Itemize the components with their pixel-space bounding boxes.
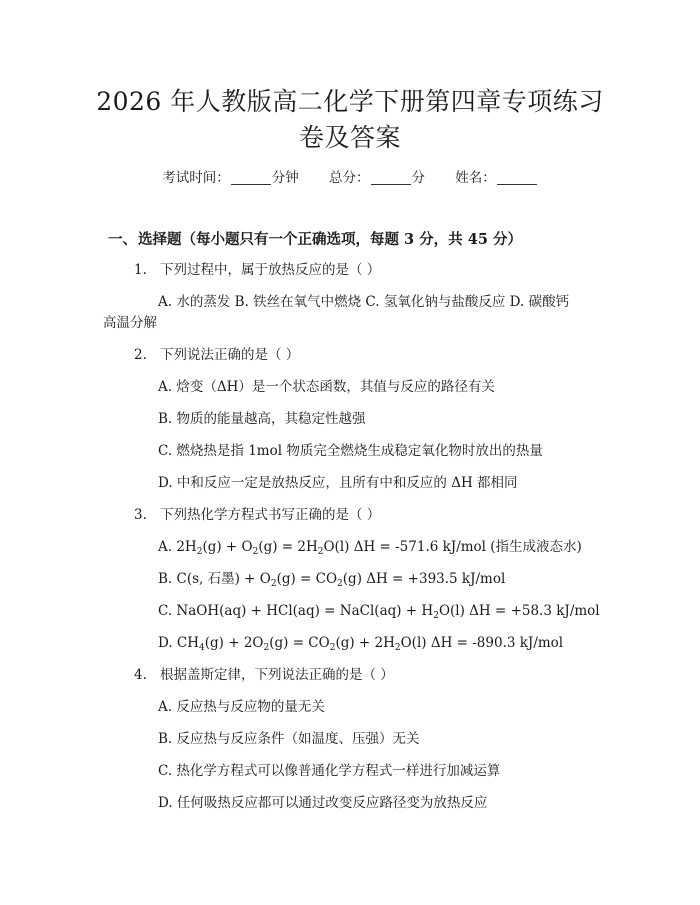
question-2-option-a: A. 焓变（ΔH）是一个状态函数，其值与反应的路径有关 — [158, 379, 495, 395]
student-name-blank[interactable] — [497, 170, 537, 185]
question-3-option-d: D. $CH_4(g) + 2O_2(g) = CO_2(g) + 2H_2O(l) \Delta H = -890.3$ kJ/mol — [158, 635, 564, 653]
question-2-number: 2. — [134, 347, 147, 363]
question-3-option-a: A. $2H_2(g) + O_2(g) = 2H_2O(l) \Delta H = -571.6$ kJ/mol (指生成液态水) — [158, 539, 582, 557]
question-3-number: 3. — [134, 507, 147, 523]
question-2-stem — [134, 346, 299, 364]
exam-time-field — [162, 169, 299, 187]
question-1-options-line-1: A. 水的蒸发 B. 铁丝在氧气中燃烧 C. 氢氧化钠与盐酸反应 D. 碳酸钙 — [158, 294, 570, 310]
question-4-option-a: A. 反应热与反应物的量无关 — [158, 699, 325, 715]
student-name-label: 姓名： — [455, 170, 496, 186]
question-4-option-c: C. 热化学方程式可以像普通化学方程式一样进行加减运算 — [158, 763, 501, 779]
exam-info-row — [0, 169, 700, 187]
question-3-option-b: B. C(s, 石墨) + $O_2(g) = CO_2(g) \Delta H = +393.5$ kJ/mol — [158, 571, 506, 589]
page-title-line-2: 卷及答案 — [298, 123, 401, 152]
question-3-stem — [134, 506, 380, 524]
total-score-blank[interactable] — [371, 170, 411, 185]
question-1-number: 1. — [134, 262, 147, 278]
question-2-option-d: D. 中和反应一定是放热反应，且所有中和反应的 ΔH 都相同 — [158, 475, 518, 491]
question-2-option-c: C. 燃烧热是指 1mol 物质完全燃烧生成稳定氧化物时放出的热量 — [158, 443, 543, 459]
question-2-option-b: B. 物质的能量越高，其稳定性越强 — [158, 411, 366, 427]
section-title: 选择题（每小题只有一个正确选项，每题 3 分，共 45 分） — [138, 231, 522, 248]
question-1-options-line-2: 高温分解 — [103, 315, 157, 331]
question-4-option-b: B. 反应热与反应条件（如温度、压强）无关 — [158, 731, 420, 747]
question-4-text: 根据盖斯定律，下列说法正确的是（ ） — [160, 667, 394, 683]
exam-time-blank[interactable] — [231, 170, 271, 185]
section-heading — [108, 230, 522, 250]
page-title-line-1: 2026 年人教版高二化学下册第四章专项练习 — [96, 87, 604, 116]
exam-time-label: 考试时间： — [162, 170, 230, 186]
section-number: 一、 — [108, 231, 137, 248]
question-3-option-c: C. NaOH(aq) + HCl(aq) = NaCl(aq) + $H_2O(l) \Delta H = +58.3$ kJ/mol — [158, 603, 600, 621]
question-2-text: 下列说法正确的是（ ） — [160, 347, 300, 363]
question-1-stem — [134, 261, 380, 279]
total-score-unit: 分 — [411, 170, 425, 186]
total-score-field — [329, 169, 425, 187]
question-1-text: 下列过程中，属于放热反应的是（ ） — [160, 262, 381, 278]
student-name-field — [455, 169, 538, 187]
question-4-stem — [134, 666, 394, 684]
exam-time-unit: 分钟 — [271, 170, 299, 186]
question-4-option-d: D. 任何吸热反应都可以通过改变反应路径变为放热反应 — [158, 795, 488, 811]
question-4-number: 4. — [134, 667, 147, 683]
total-score-label: 总分： — [329, 170, 370, 186]
question-3-text: 下列热化学方程式书写正确的是（ ） — [160, 507, 381, 523]
